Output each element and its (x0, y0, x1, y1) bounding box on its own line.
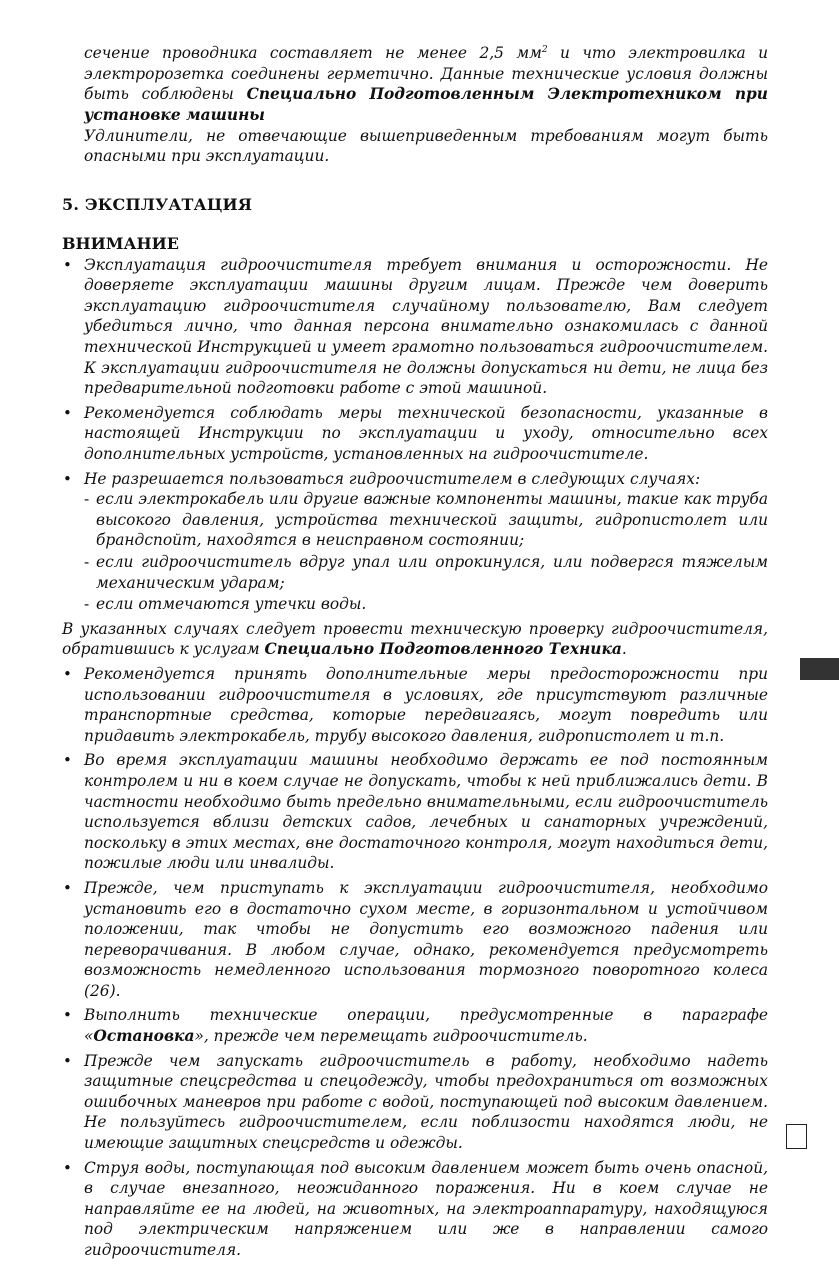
document-page (62, 40, 768, 1265)
attention-heading: ВНИМАНИЕ (62, 233, 179, 253)
list-item: • Не разрешается пользоваться гидроочистителем в следующих случаях: - если электрокабель или другие важные компоненты машины, такие как труба высокого давления, устройства технической защиты, гидропистолет или брандспойт, находятся в неисправном состоянии; - если гидроочиститель вдруг упал или опрокинулся, или подвергся тяжелым механическим ударам; - если отмечаются утечки воды. (62, 469, 768, 615)
list-item: • Прежде, чем приступать к эксплуатации гидроочистителя, необходимо установить его в достаточно сухом месте, в горизонтальном и устойчивом положении, так чтобы не допустить его возможного падения или переворачивания. В любом случае, однако, рекомендуется предусмотреть возможность немедленного использования тормозного поворотного колеса (26). (62, 878, 768, 1002)
list-item: • Струя воды, поступающая под высоким давлением может быть очень опасной, в случае внезапного, неожиданного поражения. Ни в коем случае не направляйте ее на людей, на животных, на электроаппаратуру, находящуюся под электрическим напряжением или же в направлении самого гидроочистителя. (62, 1158, 768, 1261)
list-item: • Эксплуатация гидроочистителя требует внимания и осторожности. Не доверяете эксплуатации машины другим лицам. Прежде чем доверить эксплуатацию гидроочистителя случайному пользователю, Вам следует убедиться лично, что данная персона внимательно ознакомилась с данной технической Инструкцией и умеет грамотно пользоваться гидроочистителем. К эксплуатации гидроочистителя не должны допускаться ни дети, не лица без предварительной подготовки работе с этой машиной. (62, 255, 768, 399)
warning-list (62, 255, 768, 615)
dash-item: - если электрокабель или другие важные компоненты машины, такие как труба высокого давления, устройства технической защиты, гидропистолет или брандспойт, находятся в неисправном состоянии; (84, 489, 768, 551)
dash-item: - если отмечаются утечки воды. (84, 594, 768, 615)
intro-extension-note: Удлинители, не отвечающие вышеприведенным требованиям могут быть опасными при эксплуатации. (84, 126, 768, 166)
dash-item: - если гидроочиститель вдруг упал или опрокинулся, или подвергся тяжелым механическим ударам; (84, 552, 768, 593)
list-item: • Во время эксплуатации машины необходимо держать ее под постоянным контролем и ни в коем случае не допускать, чтобы к ней приближались дети. В частности необходимо быть предельно внимательными, если гидроочиститель используется вблизи детских садов, лечебных и санаторных учреждений, поскольку в этих местах, вне достаточного контроля, могут находиться дети, пожилые люди или инвалиды. (62, 750, 768, 874)
technician-bold: Специально Подготовленного Техника (264, 640, 622, 659)
list-item: • Рекомендуется соблюдать меры технической безопасности, указанные в настоящей Инструкции по эксплуатации и уходу, относительно всех дополнительных устройств, установленных на гидроочистителе. (62, 403, 768, 465)
warning-list-2 (62, 664, 768, 1261)
section-title: 5. ЭКСПЛУАТАЦИЯ (62, 194, 253, 214)
prohibited-cases-list (62, 489, 768, 615)
list-item: • Прежде чем запускать гидроочиститель в работу, необходимо надеть защитные спецсредства и спецодежду, чтобы предохраниться от возможных ошибочных маневров при работе с водой, поступающей под высоким давлением. Не пользуйтесь гидроочистителем, если поблизости находятся люди, не имеющие защитных спецсредств и одежды. (62, 1051, 768, 1154)
page-number-box (786, 1124, 807, 1149)
section-tab-marker (800, 658, 839, 680)
stop-bold: Остановка (93, 1027, 195, 1046)
list-item: • Рекомендуется принять дополнительные меры предосторожности при использовании гидроочистителя в условиях, где присутствуют различные транспортные средства, которые передвигаясь, могут повредить или придавить электрокабель, трубу высокого давления, гидропистолет и т.п. (62, 664, 768, 746)
inspection-note: В указанных случаях следует провести техническую проверку гидроочистителя, обратившись к услугам Специально Подготовленного Техника. (62, 619, 768, 659)
intro-paragraph: сечение проводника составляет не менее 2,5 $мм^2$ и что электровилка и электророзетка соединены герметично. Данные технические условия должны быть соблюдены Специально Подготовленным Электротехником при установке машины (84, 44, 768, 124)
list-item: • Выполнить технические операции, предусмотренные в параграфе «Остановка», прежде чем перемещать гидроочиститель. (62, 1005, 768, 1046)
intro-bold-phrase: Специально Подготовленным Электротехником при установке машины (84, 85, 768, 124)
